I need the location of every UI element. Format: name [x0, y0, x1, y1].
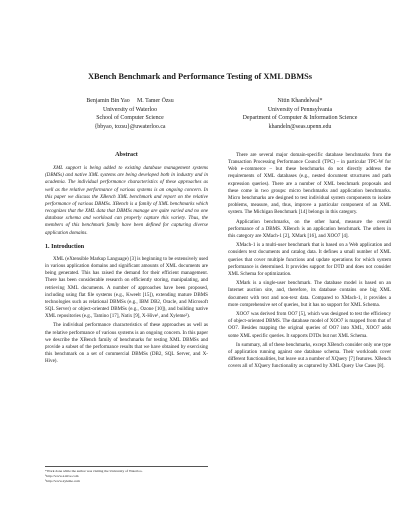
author-block-upenn [200, 97, 400, 131]
intro-paragraph-1: XML (eXtensible Markup Language) [3] is beginning to be extensively used in various application domains and significant amounts of XML documents are being generated. This has raised the demand for their efficient management. There has been considerable research on efficiently storing, manipulating, and retrieving XML documents. A number of approaches have been proposed, including using flat file systems (e.g., Kweelt [15]), extending mature DBMS technologies such as relational DBMSs (e.g., IBM DB2, Oracle, and Microsoft SQL Server) or object-oriented DBMSs (e.g., Ozone [10]), and building native XML repositories (e.g., Tamino [17], Natix [9], X-Hive¹, and Xyleme²). [45, 255, 208, 320]
body-paragraph-3: XMach-1 is a multi-user benchmark that is based on a Web application and considers text documents and catalog data. It defines a small number of XML queries that cover multiple functions and update operations for which system performance is determined. It provides support for DTD and does not consider XML Schema for optimization. [228, 242, 391, 277]
intro-paragraph-2: The individual performance characteristics of these approaches as well as the relative performance of various systems is an ongoing concern. In this paper we describe the XBench family of benchmarks for testing XML DBMSs and provide a subset of the performance results that we have obtained by exercising this benchmark on a set of commercial DBMSs (DB2, SQL Server, and X-Hive). [45, 322, 208, 365]
paper-title: XBench Benchmark and Performance Testing of XML DBMSs [87, 72, 313, 81]
footnotes [45, 466, 208, 484]
footnote-1: *Work done while the author was visiting the University of Waterloo. [45, 468, 143, 473]
author-affiliation: University of Pennsylvania [267, 106, 333, 113]
right-column [228, 152, 391, 373]
section-heading-introduction: 1. Introduction [45, 243, 85, 250]
author-department: Department of Computer & Information Science [242, 115, 358, 122]
author-names: Benjamin Bin Yao M. Tamer Özsu [86, 98, 174, 104]
footnote-2: ¹http://www.x-hive.com [45, 473, 79, 478]
author-name: Nitin Khandelwal* [277, 98, 323, 104]
author-email: {bbyao, tozsu}@uwaterloo.ca [94, 123, 166, 130]
author-department: School of Computer Science [96, 115, 164, 122]
body-paragraph-5: XOO7 was derived from OO7 [5], which was designed to test the efficiency of object-oriented DBMS. The database model of XOO7 is mapped from that of OO7. Besides mapping the original queries of OO7 into XML, XOO7 adds some XML specific queries. It supports DTDs but not XML Schema. [228, 311, 391, 339]
body-paragraph-1: There are several major domain-specific database benchmarks from the Transaction Processing Performance Council (TPC) – in particular TPC-W for Web e-commerce – but these benchmarks do not directly address the requirements of XML databases (e.g., nested document structures and path expression queries). There are a number of XML benchmark proposals and these come in two groups: micro benchmarks and application benchmarks. Micro benchmarks are designed to test individual system components to isolate problems, measure, and, thus, improve a particular component of an XML system. The Michigan Benchmark [14] belongs in this category. [228, 152, 391, 216]
author-email: khandeln@seas.upenn.edu [268, 123, 332, 130]
abstract-heading: Abstract [115, 152, 138, 158]
footnote-3: ²http://www.xyleme.com [45, 478, 80, 483]
abstract-text: XML support is being added to existing database management systems (DBMSs) and native XML systems are being developed both in industry and in academia. The individual performance characteristics of these approaches as well as the relative performance of various systems is an ongoing concern. In this paper we discuss the XBench XML benchmark and report on the relative performance of various DBMSs. XBench is a family of XML benchmarks which recognizes that the XML data that DBMSs manage are quite varied and no one database schema and workload can properly capture this variety. Thus, the members of this benchmark family have been defined for capturing diverse application domains. [45, 165, 208, 236]
body-paragraph-4: XMark is a single-user benchmark. The database model is based on an Internet auction site, and, therefore, its database contains one big XML document with text and non-text data. Compared to XMach-1, it provides a more comprehensive set of queries, but it has no support for XML Schema. [228, 280, 391, 308]
left-column [45, 152, 208, 368]
author-block-waterloo [55, 97, 205, 131]
body-paragraph-6: In summary, all of these benchmarks, except XBench consider only one type of application running against one database schema. Their workloads cover different functionalities, but leave out a number of XQuery [7] features. XBench covers all of XQuery functionality as captured by XML Query Use Cases [8]. [228, 341, 391, 370]
body-paragraph-2: Application benchmarks, on the other hand, measure the overall performance of a DBMS. XBench is an application benchmark. The others in this category are XMach-1 [2], XMark [16], and XOO7 [4]. [228, 218, 391, 239]
author-affiliation: University of Waterloo [102, 106, 158, 113]
